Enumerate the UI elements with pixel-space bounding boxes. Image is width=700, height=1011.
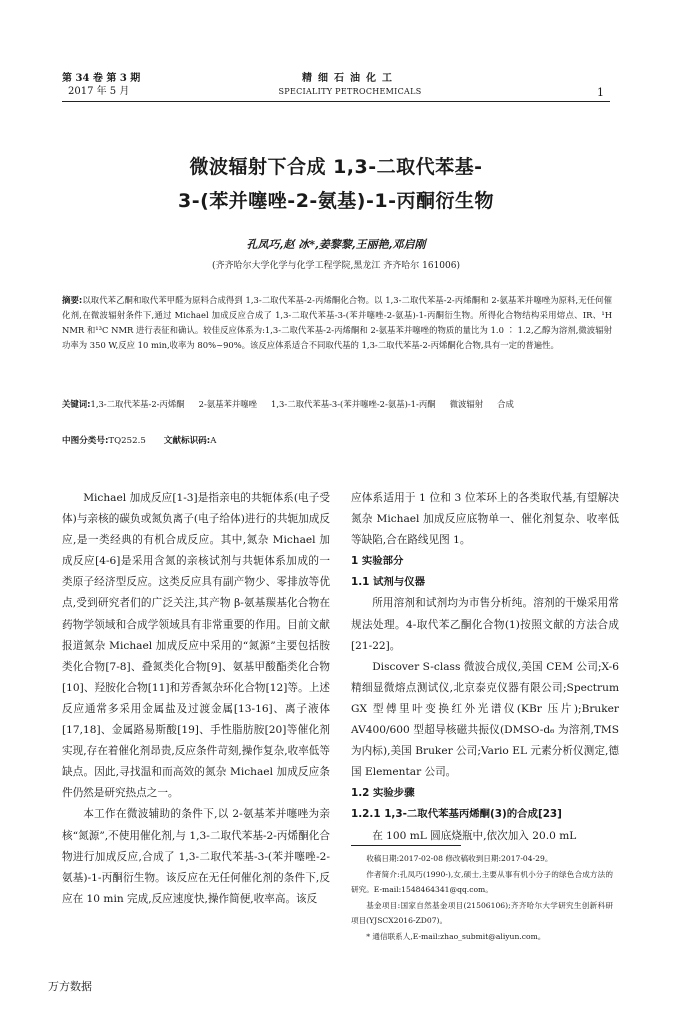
procedure-paragraph: 在 100 mL 圆底烧瓶中,依次加入 20.0 mL <box>372 829 577 842</box>
subsection-heading-reagents: 1.1 试剂与仪器 <box>351 576 425 589</box>
keyword-item: 1,3-二取代苯基-2-丙烯酮 <box>90 399 185 409</box>
volume-label: 第 34 卷 第 3 期 <box>62 73 141 84</box>
affiliation: (齐齐哈尔大学化学与化学工程学院,黑龙江 齐齐哈尔 161006) <box>212 261 460 271</box>
footnote-received: 收稿日期:2017-02-08 修改稿收到日期:2017-04-29。 <box>366 854 553 863</box>
footnote-contact: * 通信联系人,E-mail:zhao_submit@aliyun.com。 <box>366 931 546 941</box>
reagents-paragraph: 所用溶剂和试剂均为市售分析纯。溶剂的干燥采用常规法处理。4-取代苯乙酮化合物(1)按照文献的方法合成[21-22]。 <box>351 597 619 652</box>
abstract <box>62 293 612 353</box>
header-divider <box>62 101 610 102</box>
issue-info <box>62 72 140 98</box>
footnote-author: 作者简介:孔凤巧(1990-),女,硕士,主要从事有机小分子的绿色合成方法的研究。E-mail:1548464341@qq.com。 <box>351 869 613 894</box>
journal-name-en: SPECIALITY PETROCHEMICALS <box>278 87 422 96</box>
keyword-item: 微波辐射 <box>449 399 484 409</box>
instruments-paragraph: Discover S-class 微波合成仪,美国 CEM 公司;X-6 精细显微熔点测试仪,北京泰克仪器有限公司;Spectrum GX 型傅里叶变换红外光谱仪(KBr 压片);Bruker AV400/600 型超导核磁共振仪(DMSO-d₆ 为溶剂,TMS 为内标),美国 Bruker 公司;Vario EL 元素分析仪测定,德国 Elementar 公司。 <box>351 660 619 779</box>
footnotes <box>351 851 613 944</box>
intro-continuation: 应体系适用于 1 位和 3 位苯环上的各类取代基,有望解决氮杂 Michael 加成反应底物单一、催化剂复杂、收率低等缺陷,合在路线见图 1。 <box>351 492 619 547</box>
abstract-text: 以取代苯乙酮和取代苯甲醛为原料合成得到 1,3-二取代苯基-2-丙烯酮化合物。以 1,3-二取代苯基-2-丙烯酮和 2-氨基苯并噻唑为原料,无任何催化剂,在微波辐射条件下,通过 Michael 加成反应合成了 1,3-二取代苯基-3-(苯并噻唑-2-氨基)-1-丙酮衍生物。所得化合物结构采用熔点、IR、¹H NMR 和¹³C NMR 进行表征和确认。较佳反应体系为:1,3-二取代苯基-2-丙烯酮和 2-氨基苯并噻唑的物质的量比为 1.0 ∶ 1.2,乙醇为溶剂,微波辐射功率为 350 W,反应 10 min,收率为 80%~90%。该反应体系适合不同取代基的 1,3-二取代苯基-2-丙烯酮化合物,具有一定的普遍性。 <box>62 295 612 350</box>
date-label: 2017 年 5 月 <box>68 86 130 97</box>
journal-header <box>250 72 450 98</box>
intro-paragraph-1: Michael 加成反应[1-3]是指亲电的共轭体系(电子受体)与亲核的碳负或氮负离子(电子给体)进行的共轭加成反应,是一类经典的有机合成反应。其中,氮杂 Michael 加成反应[4-6]是采用含氮的亲核试剂与共轭体系加成的一类原子经济型反应。这类反应具有副产物少、零排放等优点,受到研究者们的广泛关注,其产物 β-氨基羰基化合物在药物学领域和合成学领域具有非常重要的作用。目前文献报道氮杂 Michael 加成反应中采用的“氮源”主要包括胺类化合物[7-8]、叠氮类化合物[9]、氨基甲酸酯类化合物[10]、羟胺化合物[11]和芳香氮杂环化合物[12]等。上述反应通常多采用金属盐及过渡金属[13-16]、离子液体[17,18]、金属路易斯酸[19]、手性脂肪胺[20]等催化剂实现,存在着催化剂昂贵,反应条件苛刻,操作复杂,收率低等缺点。因此,寻找温和而高效的氮杂 Michael 加成反应条件仍然是研究热点之一。 <box>62 492 330 800</box>
paper-title <box>62 150 610 218</box>
abstract-label: 摘要: <box>62 295 83 305</box>
authors: 孔凤巧,赵 冰*,姜黎黎,王丽艳,邓启刚 <box>246 238 426 251</box>
clc-label: 中图分类号: <box>62 436 109 446</box>
doc-code-label: 文献标识码: <box>163 436 211 446</box>
journal-name-cn: 精细石油化工 <box>302 73 398 84</box>
keywords-label: 关键词: <box>62 399 91 409</box>
body-column-left <box>62 488 330 910</box>
classification <box>62 434 216 446</box>
subsubsection-heading-synthesis: 1.2.1 1,3-二取代苯基丙烯酮(3)的合成[23] <box>351 808 562 821</box>
doc-code-value: A <box>210 436 217 446</box>
keyword-item: 1,3-二取代苯基-3-(苯并噻唑-2-氨基)-1-丙酮 <box>271 399 436 409</box>
page-number: 1 <box>597 86 604 99</box>
subsection-heading-procedure: 1.2 实验步骤 <box>351 787 415 800</box>
body-column-right <box>351 488 619 847</box>
footnote-fund: 基金项目:国家自然基金项目(21506106);齐齐哈尔大学研究生创新科研项目(YJSCX2016-ZD07)。 <box>351 900 613 925</box>
footnote-divider <box>351 845 461 846</box>
title-line-2: 3-(苯并噻唑-2-氨基)-1-丙酮衍生物 <box>178 190 494 212</box>
watermark: 万方数据 <box>48 980 92 993</box>
title-line-1: 微波辐射下合成 1,3-二取代苯基- <box>189 156 483 178</box>
intro-paragraph-2: 本工作在微波辅助的条件下,以 2-氨基苯并噻唑为亲核“氮源”,不使用催化剂,与 1,3-二取代苯基-2-丙烯酮化合物进行加成反应,合成了 1,3-二取代苯基-3-(苯并噻唑-2-氨基)-1-丙酮衍生物。该反应在无任何催化剂的条件下,反应在 10 min 完成,反应速度快,操作简便,收率高。该反 <box>62 808 330 905</box>
clc-value: TQ252.5 <box>108 436 146 446</box>
keyword-item: 合成 <box>497 399 514 409</box>
keyword-item: 2-氨基苯并噻唑 <box>198 399 258 409</box>
keywords <box>62 397 612 412</box>
section-heading-experimental: 1 实验部分 <box>351 555 404 568</box>
